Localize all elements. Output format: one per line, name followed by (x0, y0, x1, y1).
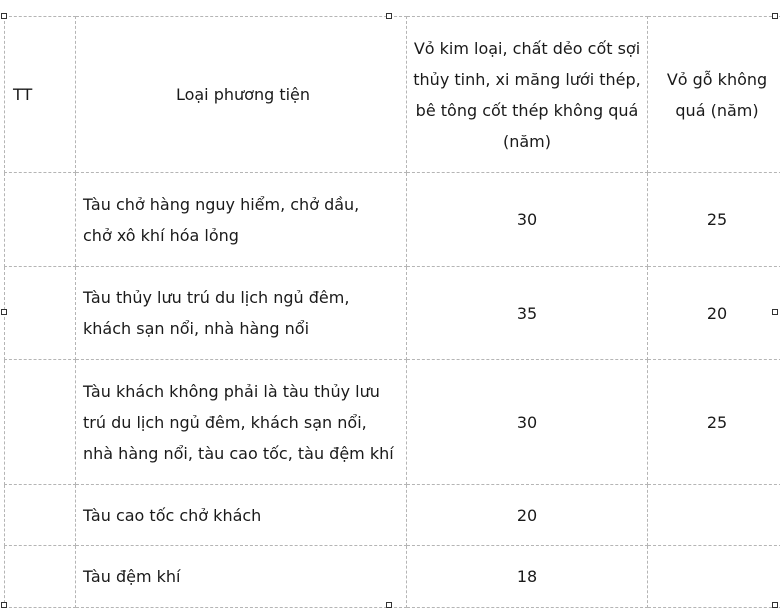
header-wood-line: quá (năm) (648, 95, 780, 126)
cell-tt[interactable] (5, 173, 76, 267)
vehicle-line: Tàu cao tốc chở khách (83, 500, 403, 531)
header-metal-line: (năm) (407, 126, 647, 157)
resize-handle-top-center[interactable] (386, 13, 392, 19)
header-wood-hull[interactable] (648, 17, 780, 173)
header-metal-line: bê tông cốt thép không quá (407, 95, 647, 126)
cell-metal[interactable]: 20 (407, 485, 648, 546)
table-row (5, 485, 780, 546)
header-wood-line: Vỏ gỗ không (648, 64, 780, 95)
cell-vehicle[interactable] (76, 546, 407, 608)
cell-wood[interactable] (648, 485, 780, 546)
cell-wood[interactable]: 25 (648, 173, 780, 267)
cell-tt[interactable] (5, 485, 76, 546)
vehicle-line: trú du lịch ngủ đêm, khách sạn nổi, (83, 407, 403, 438)
header-row (5, 17, 780, 173)
header-metal-hull[interactable] (407, 17, 648, 173)
table-row (5, 546, 780, 608)
cell-vehicle[interactable] (76, 485, 407, 546)
vehicle-line: khách sạn nổi, nhà hàng nổi (83, 313, 403, 344)
vehicle-age-table[interactable] (4, 16, 780, 608)
resize-handle-middle-left[interactable] (1, 309, 7, 315)
vehicle-line: Tàu đệm khí (83, 561, 403, 592)
cell-metal[interactable]: 30 (407, 173, 648, 267)
table-row (5, 360, 780, 485)
cell-metal[interactable]: 35 (407, 267, 648, 360)
cell-wood[interactable]: 25 (648, 360, 780, 485)
cell-metal[interactable]: 30 (407, 360, 648, 485)
cell-tt[interactable] (5, 360, 76, 485)
table-row (5, 173, 780, 267)
resize-handle-top-right[interactable] (772, 13, 778, 19)
resize-handle-bottom-right[interactable] (772, 602, 778, 608)
cell-wood[interactable] (648, 546, 780, 608)
cell-wood[interactable]: 20 (648, 267, 780, 360)
document-table-frame (4, 16, 775, 616)
table-row (5, 267, 780, 360)
cell-tt[interactable] (5, 267, 76, 360)
vehicle-line: chở xô khí hóa lỏng (83, 220, 403, 251)
header-metal-line: Vỏ kim loại, chất dẻo cốt sợi (407, 33, 647, 64)
header-vehicle-type[interactable]: Loại phương tiện (76, 17, 407, 173)
cell-vehicle[interactable] (76, 267, 407, 360)
header-metal-line: thủy tinh, xi măng lưới thép, (407, 64, 647, 95)
cell-vehicle[interactable] (76, 360, 407, 485)
header-tt[interactable]: TT (5, 17, 76, 173)
vehicle-line: Tàu chở hàng nguy hiểm, chở dầu, (83, 189, 403, 220)
vehicle-line: Tàu khách không phải là tàu thủy lưu (83, 376, 403, 407)
cell-vehicle[interactable] (76, 173, 407, 267)
vehicle-line: Tàu thủy lưu trú du lịch ngủ đêm, (83, 282, 403, 313)
resize-handle-middle-right[interactable] (772, 309, 778, 315)
resize-handle-bottom-left[interactable] (1, 602, 7, 608)
resize-handle-top-left[interactable] (1, 13, 7, 19)
vehicle-line: nhà hàng nổi, tàu cao tốc, tàu đệm khí (83, 438, 403, 469)
cell-metal[interactable]: 18 (407, 546, 648, 608)
cell-tt[interactable] (5, 546, 76, 608)
resize-handle-bottom-center[interactable] (386, 602, 392, 608)
